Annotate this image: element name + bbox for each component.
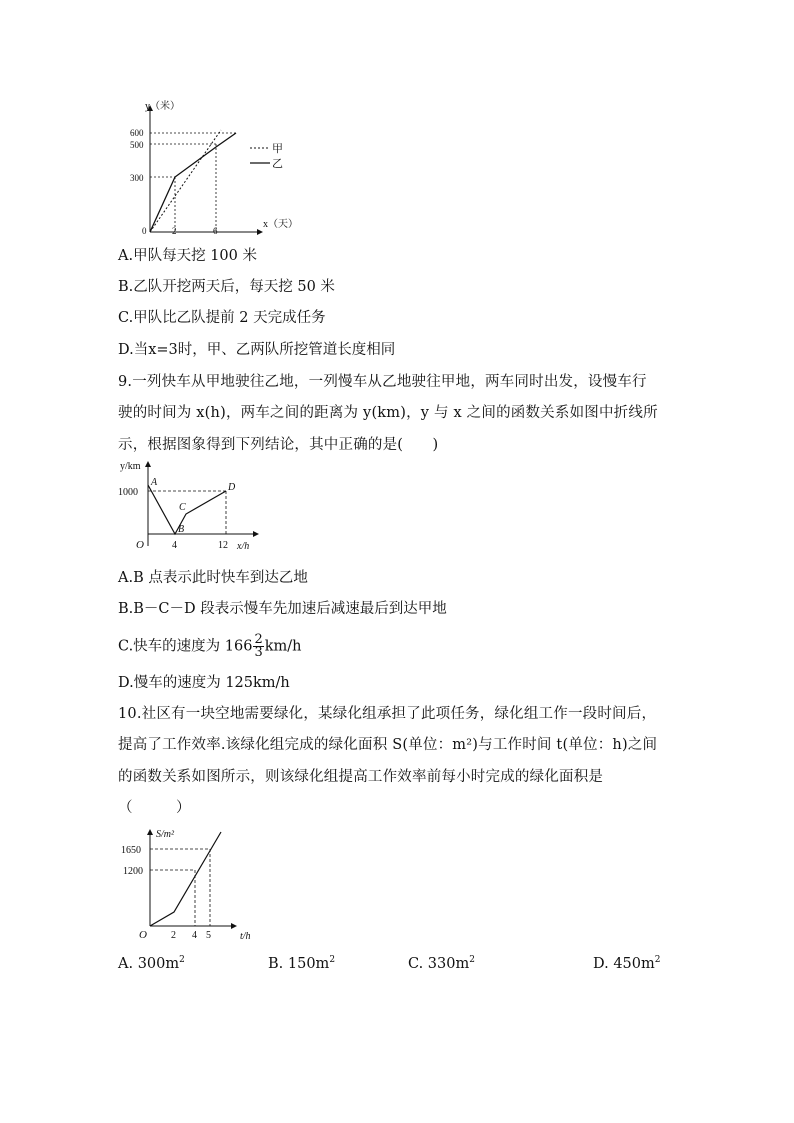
superscript: 2 <box>329 955 336 965</box>
q9-option-c-prefix: C.快车的速度为 166 <box>118 638 253 655</box>
y-axis-label: y/km <box>120 461 141 472</box>
superscript: 2 <box>654 955 661 965</box>
option-text: C. 330m <box>408 956 470 972</box>
q10-text-line-2: 提高了工作效率.该绿化组完成的绿化面积 S(单位：m²)与工作时间 t(单位：h)之间 <box>118 737 658 753</box>
y-tick: 1650 <box>121 845 141 856</box>
q9-text-line-1: 9.一列快车从甲地驶往乙地，一列慢车从乙地驶往甲地，两车同时出发，设慢车行 <box>118 374 647 390</box>
fraction-numerator: 2 <box>254 632 263 647</box>
q10-text-line-1: 10.社区有一块空地需要绿化，某绿化组承担了此项任务，绿化组工作一段时间后， <box>118 706 657 722</box>
q9-option-c-unit: km/h <box>264 638 302 655</box>
q10-option-d <box>593 954 661 974</box>
q9-text-line-2: 驶的时间为 x(h)，两车之间的距离为 y(km)，y 与 x 之间的函数关系如图中折线所 <box>118 405 658 421</box>
q10-option-b <box>268 954 335 974</box>
q10-text-line-3: 的函数关系如图所示，则该绿化组提高工作效率前每小时完成的绿化面积是 <box>118 769 604 785</box>
x-tick: 5 <box>206 930 211 941</box>
y-tick: 1000 <box>118 487 138 498</box>
point-label-b: B <box>178 524 185 535</box>
x-tick: 2 <box>171 930 176 941</box>
graph-q9 <box>118 458 268 558</box>
y-tick: 1200 <box>123 866 143 877</box>
q8-option-b: B.乙队开挖两天后，每天挖 50 米 <box>118 279 335 295</box>
option-text: A. 300m <box>118 956 180 972</box>
q10-option-c <box>408 954 475 974</box>
origin-label: O <box>136 539 144 551</box>
y-axis-label: S/m² <box>156 829 174 840</box>
x-tick: 4 <box>192 930 197 941</box>
y-tick: 300 <box>130 173 144 183</box>
point-label-c: C <box>179 502 186 513</box>
fraction-denominator: 3 <box>254 645 263 660</box>
x-tick: 2 <box>172 226 177 236</box>
origin-label: 0 <box>142 226 147 236</box>
legend-label-yi: 乙 <box>272 158 283 170</box>
legend-label-jia: 甲 <box>272 143 283 155</box>
q9-option-b: B.B－C－D 段表示慢车先加速后减速最后到达甲地 <box>118 601 447 617</box>
point-label-a: A <box>151 477 158 488</box>
x-axis-label: t/h <box>240 931 251 942</box>
y-axis-label: y（米） <box>145 101 180 112</box>
point-label-d: D <box>228 482 236 493</box>
x-tick: 6 <box>213 226 218 236</box>
x-tick: 12 <box>218 540 228 551</box>
q10-text-line-4: （ ） <box>118 800 191 816</box>
series-jia <box>150 130 221 232</box>
x-tick: 4 <box>172 540 177 551</box>
q10-option-a <box>118 954 185 974</box>
series-distance <box>148 485 226 534</box>
option-text: D. 450m <box>593 956 655 972</box>
q9-option-d: D.慢车的速度为 125km/h <box>118 675 290 691</box>
y-tick: 600 <box>130 128 144 138</box>
superscript: 2 <box>469 955 475 965</box>
q9-text-line-3: 示，根据图象得到下列结论，其中正确的是( ) <box>118 437 439 453</box>
graph-q10 <box>118 824 268 944</box>
y-tick: 500 <box>130 140 144 150</box>
q8-option-c: C.甲队比乙队提前 2 天完成任务 <box>118 310 326 326</box>
q9-option-a: A.B 点表示此时快车到达乙地 <box>118 570 308 586</box>
option-text: B. 150m <box>268 956 330 972</box>
graph-q8 <box>128 98 298 238</box>
q8-option-d: D.当x=3时，甲、乙两队所挖管道长度相同 <box>118 342 396 358</box>
series-yi <box>150 133 236 232</box>
x-axis-label: x（天） <box>263 219 298 230</box>
x-axis-label: x/h <box>237 541 250 552</box>
q8-option-a: A.甲队每天挖 100 米 <box>118 248 257 264</box>
fraction <box>253 634 263 659</box>
origin-label: O <box>139 929 147 941</box>
q9-option-c <box>118 634 302 659</box>
superscript: 2 <box>179 955 185 965</box>
